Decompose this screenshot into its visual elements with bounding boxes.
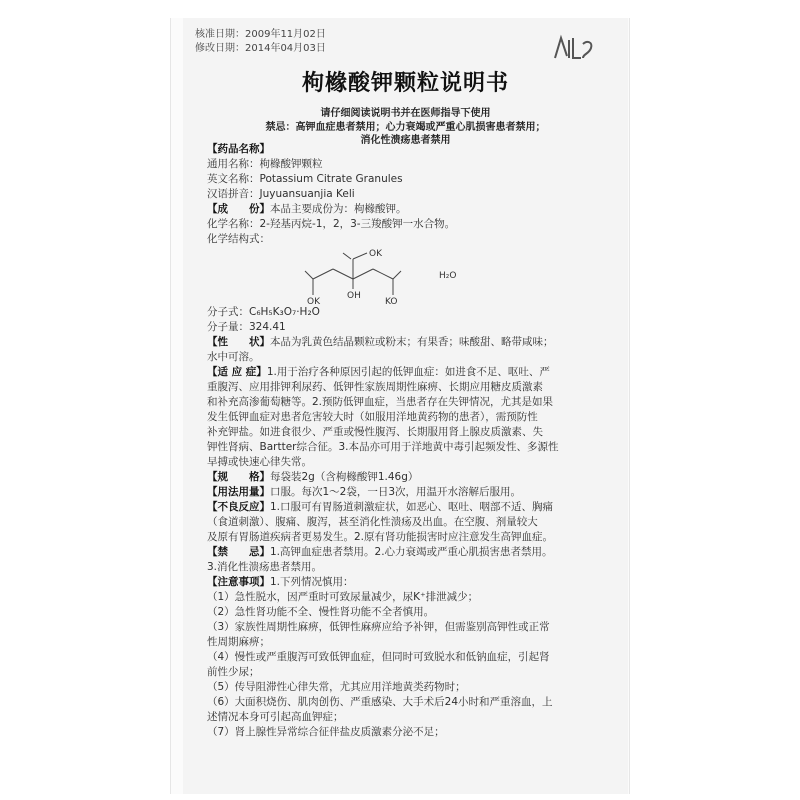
indications-row-7: 早搏或快速心律失常。 [207,456,312,468]
caution-item-5: （5）传导阻滞性心律失常，尤其应用洋地黄类药物时； [207,681,466,693]
approve-date-value: 2009年11月02日 [245,29,326,40]
section-drug-name: 【药品名称】 [207,143,270,155]
leaflet-page [183,18,628,794]
date-block [195,28,326,56]
pinyin-row: 汉语拼音：Juyuansuanjia Keli [207,188,355,200]
contraindication-banner-line-2: 消化性溃疡患者禁用 [360,135,451,146]
adverse-reactions-row-1: 【不良反应】1.口服可有胃肠道刺激症状，如恶心、呕吐、咽部不适、胸痛 [207,501,554,513]
cautions-row-intro: 【注意事项】1.下列情况慎用： [207,576,354,588]
generic-name-row: 通用名称：枸橼酸钾颗粒 [207,158,323,170]
indications-row-6: 钾性肾病、Bartter综合征。3.本品亦可用于洋地黄中毒引起频发性、多源性 [207,441,559,453]
properties-row-2: 水中可溶。 [207,351,260,363]
indications-row-4: 发生低钾血症对患者危害较大时（如服用洋地黄药物的患者），需预防性 [207,411,538,423]
formula-row: 分子式：C₆H₅K₃O₇·H₂O [207,306,320,318]
revise-date-label: 修改日期： [195,43,245,54]
caution-item-2: （2）急性肾功能不全、慢性肾功能不全者慎用。 [207,606,435,618]
structure-ok-left: OK [307,297,320,307]
adverse-reactions-row-2: （食道刺激）、腹痛、腹泻，甚至消化性溃疡及出血。在空腹、剂量较大 [207,516,538,528]
composition-row: 【成 份】本品主要成份为：枸橼酸钾。 [207,203,407,215]
leaflet-sheet [170,18,630,794]
revise-date-row [195,42,326,56]
caution-item-4a: （4）慢性或严重腹泻可致低钾血症，但同时可致脱水和低钠血症，引起肾 [207,651,550,663]
english-name-row: 英文名称：Potassium Citrate Granules [207,173,403,185]
structure-label: 化学结构式： [207,233,270,245]
caution-item-3a: （3）家族性周期性麻痹，低钾性麻痹应给予补钾，但需鉴别高钾性或正常 [207,621,550,633]
indications-row-2: 重腹泻、应用排钾利尿药、低钾性家族周期性麻痹、长期应用糖皮质激素 [207,381,543,393]
structure-ko-right: KO [385,297,398,307]
contraindications-row-2: 3.消化性溃疡患者禁用。 [207,561,323,573]
caution-item-1: （1）急性脱水，因严重时可致尿量减少，尿K⁺排泄减少； [207,591,479,603]
adverse-reactions-row-3: 及原有胃肠道疾病者更易发生。2.原有肾功能损害时应注意发生高钾血症。 [207,531,554,543]
structure-oh: OH [347,291,361,301]
revise-date-value: 2014年04月03日 [245,43,326,54]
document-title: 枸橼酸钾颗粒说明书 [301,70,509,96]
caution-item-4b: 前性少尿； [207,666,260,678]
caution-item-6b: 述情况本身可引起高血钾症； [207,711,344,723]
indications-row-5: 补充钾盐。如进食很少、严重或慢性腹泻、长期服用肾上腺皮质激素、失 [207,426,543,438]
chemical-name-row: 化学名称：2-羟基丙烷-1，2，3-三羧酸钾一水合物。 [207,218,456,230]
caution-item-6a: （6）大面积烧伤、肌肉创伤、严重感染、大手术后24小时和严重溶血，上 [207,696,553,708]
indications-row-3: 和补充高渗葡萄糖等。2.预防低钾血症，当患者存在失钾情况，尤其是如果 [207,396,554,408]
indications-row-1: 【适 应 症】1.用于治疗各种原因引起的低钾血症：如进食不足、呕吐、严 [207,366,550,378]
properties-row: 【性 状】本品为乳黄色结晶颗粒或粉末；有果香；味酸甜、略带咸味； [207,336,554,348]
specification-row: 【规 格】每袋装2g（含枸橼酸钾1.46g） [207,471,419,483]
contraindication-banner-line-1: 禁忌：高钾血症患者禁用；心力衰竭或严重心肌损害患者禁用； [265,122,546,133]
contraindications-row-1: 【禁 忌】1.高钾血症患者禁用。2.心力衰竭或严重心肌损害患者禁用。 [207,546,553,558]
leaflet-body [207,142,622,740]
caution-item-3b: 性周期麻痹； [207,636,270,648]
approve-date-row [195,28,326,42]
structure-ok-top: OK [369,249,382,259]
chemical-structure-diagram [243,249,622,305]
structure-water: H₂O [439,271,457,281]
caution-item-7: （7）肾上腺性异常综合征伴盐皮质激素分泌不足； [207,726,445,738]
company-logo-icon [547,32,597,62]
usage-dosage-row: 【用法用量】口服。每次1～2袋，一日3次，用温开水溶解后服用。 [207,486,522,498]
approve-date-label: 核准日期： [195,29,245,40]
read-instruction-note: 请仔细阅读说明书并在医师指导下使用 [320,108,491,119]
molecular-weight-row: 分子量：324.41 [207,321,286,333]
